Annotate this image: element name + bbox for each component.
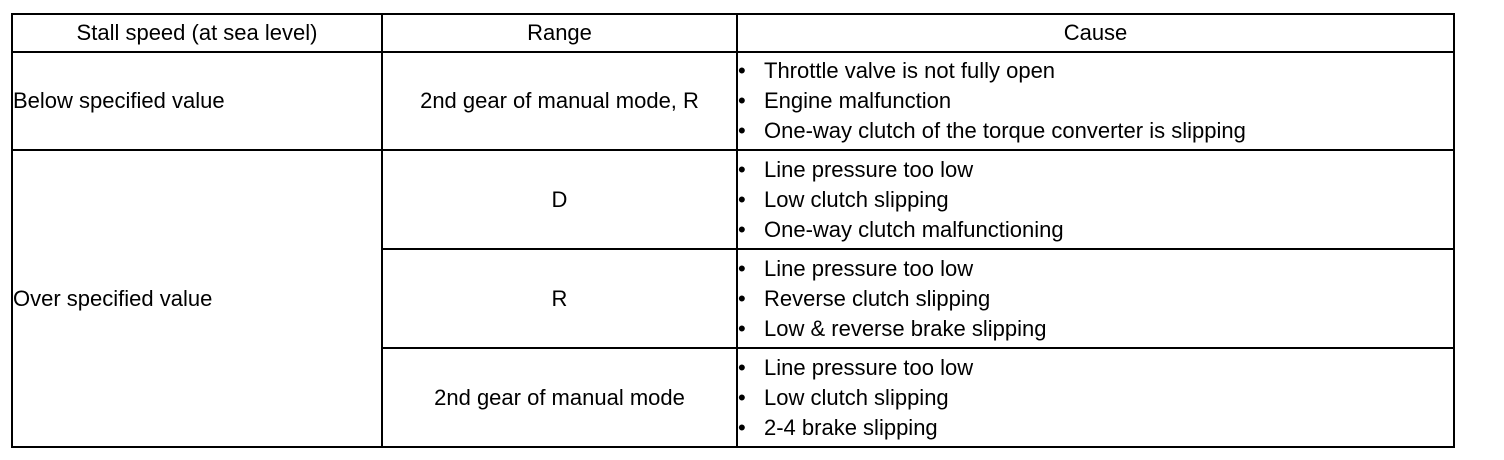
cause-cell	[737, 52, 1454, 150]
header-cause: Cause	[737, 14, 1454, 52]
cause-item: • Low clutch slipping	[738, 383, 1453, 413]
cause-list	[738, 56, 1453, 146]
header-row	[12, 14, 1454, 52]
table-row	[12, 150, 1454, 249]
cause-item: • Engine malfunction	[738, 86, 1453, 116]
cause-list	[738, 254, 1453, 344]
cause-list	[738, 353, 1453, 443]
header-stall-speed: Stall speed (at sea level)	[12, 14, 382, 52]
header-range: Range	[382, 14, 737, 52]
cause-cell	[737, 249, 1454, 348]
cause-item: • 2-4 brake slipping	[738, 413, 1453, 443]
cause-item: • Line pressure too low	[738, 254, 1453, 284]
stall-speed-cell: Below specified value	[12, 52, 382, 150]
cause-list	[738, 155, 1453, 245]
cause-item: • Reverse clutch slipping	[738, 284, 1453, 314]
cause-item: • Low clutch slipping	[738, 185, 1453, 215]
range-cell: 2nd gear of manual mode, R	[382, 52, 737, 150]
range-cell: D	[382, 150, 737, 249]
stall-speed-cell: Over specified value	[12, 150, 382, 447]
cause-item: • Low & reverse brake slipping	[738, 314, 1453, 344]
cause-item: • Line pressure too low	[738, 155, 1453, 185]
cause-item: • One-way clutch malfunctioning	[738, 215, 1453, 245]
cause-cell	[737, 150, 1454, 249]
table-row	[12, 52, 1454, 150]
cause-item: • One-way clutch of the torque converter is slipping	[738, 116, 1453, 146]
range-cell: 2nd gear of manual mode	[382, 348, 737, 447]
cause-cell	[737, 348, 1454, 447]
range-cell: R	[382, 249, 737, 348]
cause-item: • Line pressure too low	[738, 353, 1453, 383]
stall-speed-table	[11, 13, 1455, 448]
cause-item: • Throttle valve is not fully open	[738, 56, 1453, 86]
